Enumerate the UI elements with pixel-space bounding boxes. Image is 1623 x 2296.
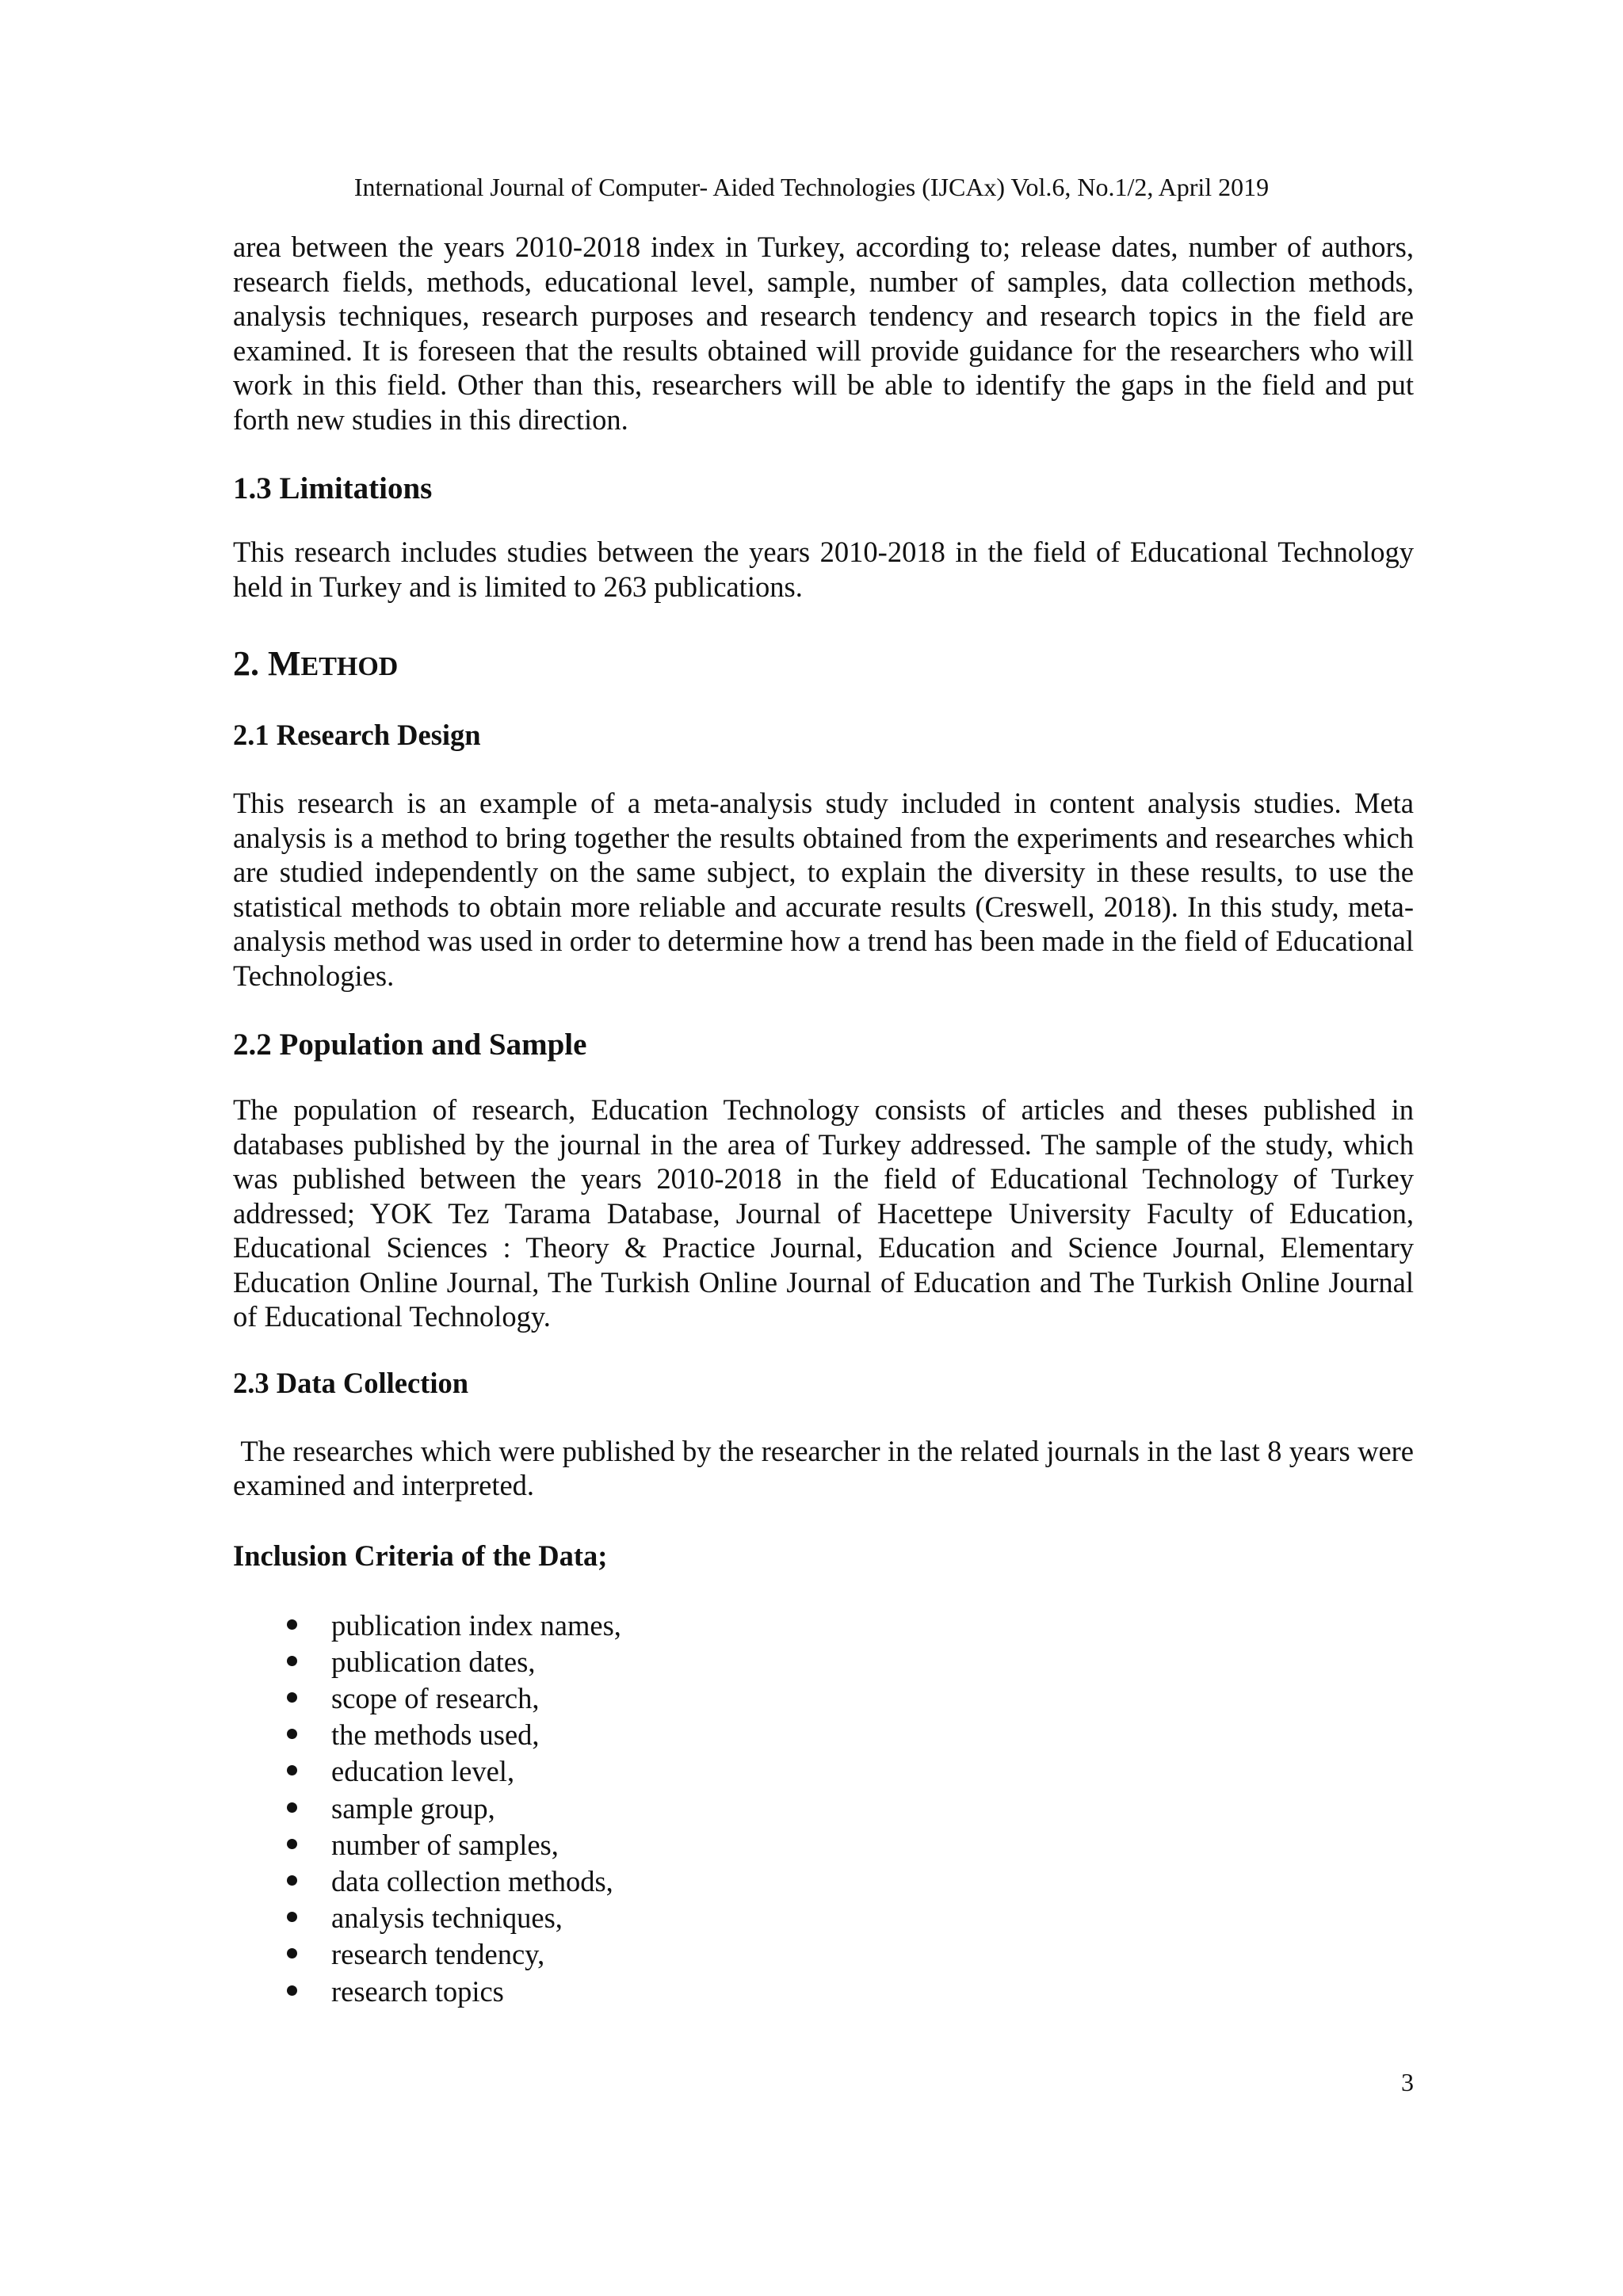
- heading-data-collection: 2.3 Data Collection: [233, 1366, 469, 1399]
- list-item: data collection methods,: [233, 1863, 1414, 1900]
- population-sample-paragraph: The population of research, Education Technology consists of articles and theses published in databases published by the journal in the area of Turkey addressed. The sample of the study, which was published between the years 2010-2018 in the field of Educational Technology of Turkey addressed; YOK Tez Tarama Database, Journal of Hacettepe University Faculty of Education, Educational Sciences : Theory & Practice Journal, Education and Science Journal, Elementary Education Online Journal, The Turkish Online Journal of Education and The Turkish Online Journal of Educational Technology.: [233, 1093, 1414, 1333]
- bullet-icon: [287, 1619, 297, 1630]
- running-header: International Journal of Computer- Aided Technologies (IJCAx) Vol.6, No.1/2, April 2019: [353, 173, 1270, 201]
- list-item: analysis techniques,: [233, 1900, 1414, 1936]
- list-item: education level,: [233, 1753, 1414, 1790]
- list-item: publication dates,: [233, 1644, 1414, 1680]
- bullet-icon: [287, 1729, 297, 1739]
- bullet-icon: [287, 1765, 297, 1775]
- limitations-paragraph: This research includes studies between the years 2010-2018 in the field of Educational Technology held in Turkey and is limited to 263 publications.: [233, 536, 1414, 603]
- bullet-icon: [287, 1875, 297, 1886]
- heading-research-design: 2.1 Research Design: [233, 719, 481, 751]
- heading-limitations: 1.3 Limitations: [233, 471, 433, 505]
- page-content: [233, 230, 1422, 2010]
- heading-population-sample: 2.2 Population and Sample: [233, 1028, 587, 1062]
- heading-method-rest: ETHOD: [300, 652, 399, 681]
- inclusion-criteria-list: [233, 1608, 1414, 2010]
- list-item: publication index names,: [233, 1608, 1414, 1644]
- bullet-icon: [287, 1692, 297, 1703]
- list-item: the methods used,: [233, 1717, 1414, 1753]
- data-collection-paragraph: The researches which were published by the researcher in the related journals in the last 8 years were examined and interpreted.: [233, 1434, 1422, 1501]
- heading-method: [233, 643, 1414, 688]
- heading-inclusion-criteria: Inclusion Criteria of the Data;: [233, 1539, 608, 1572]
- list-item: research tendency,: [233, 1936, 1414, 1973]
- bullet-icon: [287, 1802, 297, 1813]
- research-design-paragraph: This research is an example of a meta-analysis study included in content analysis studies. Meta analysis is a method to bring together the results obtained from the experiments and researches which are studied independently on the same subject, to explain the diversity in these results, to use the statistical methods to obtain more reliable and accurate results (Creswell, 2018). In this study, meta-analysis method was used in order to determine how a trend has been made in the field of Educational Technologies.: [233, 787, 1414, 992]
- list-item: number of samples,: [233, 1827, 1414, 1863]
- list-item: research topics: [233, 1974, 1414, 2010]
- page-number: 3: [1401, 2068, 1414, 2096]
- bullet-icon: [287, 1948, 297, 1958]
- list-item: scope of research,: [233, 1680, 1414, 1717]
- bullet-icon: [287, 1985, 297, 1996]
- bullet-icon: [287, 1912, 297, 1922]
- heading-method-prefix: 2. M: [233, 644, 301, 683]
- bullet-icon: [287, 1839, 297, 1849]
- list-item: sample group,: [233, 1791, 1414, 1827]
- intro-paragraph: area between the years 2010-2018 index in Turkey, according to; release dates, number of authors, research fields, methods, educational level, sample, number of samples, data collection methods, analysis techniques, research purposes and research tendency and research topics in the field are examined. It is foreseen that the results obtained will provide guidance for the researchers who will work in this field. Other than this, researchers will be able to identify the gaps in the field and put forth new studies in this direction.: [233, 231, 1414, 436]
- bullet-icon: [287, 1656, 297, 1666]
